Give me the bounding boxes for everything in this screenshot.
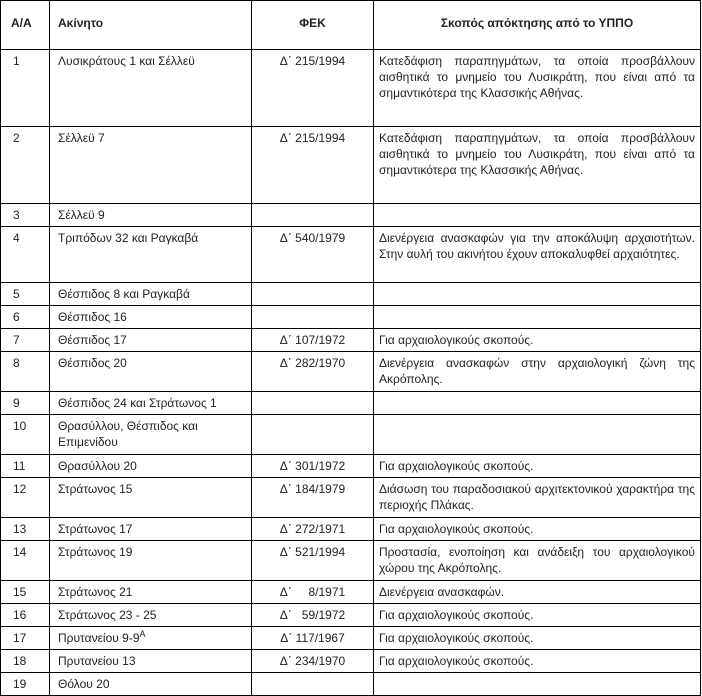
cell-property: Πρυτανείου 13 [50, 650, 252, 673]
cell-purpose: Κατεδάφιση παραπηγμάτων, τα οποία προσβάλλουν αισθητικά το μνημείο του Λυσικράτη, που είναι από τα σημαντικότερα της Κλασσικής Αθήνας. [374, 127, 701, 204]
cell-aa: 6 [1, 306, 50, 329]
header-purpose: Σκοπός απόκτησης από το ΥΠΠΟ [374, 1, 701, 50]
cell-aa: 17 [1, 627, 50, 650]
cell-purpose [374, 415, 701, 455]
cell-aa: 3 [1, 204, 50, 227]
cell-purpose [374, 204, 701, 227]
table-row [1, 627, 701, 650]
cell-property: Στράτωνος 21 [50, 581, 252, 604]
table-row [1, 581, 701, 604]
cell-property: Λυσικράτους 1 και Σέλλεϋ [50, 50, 252, 127]
cell-fek [252, 673, 374, 696]
cell-aa: 2 [1, 127, 50, 204]
cell-property: Σέλλεϋ 7 [50, 127, 252, 204]
table-row [1, 478, 701, 518]
cell-purpose: Για αρχαιολογικούς σκοπούς. [374, 329, 701, 352]
cell-aa: 18 [1, 650, 50, 673]
cell-aa: 5 [1, 283, 50, 306]
cell-fek: Δ΄ 107/1972 [252, 329, 374, 352]
cell-fek [252, 204, 374, 227]
cell-purpose: Για αρχαιολογικούς σκοπούς. [374, 455, 701, 478]
table-row [1, 352, 701, 392]
table-row [1, 329, 701, 352]
cell-purpose: Προστασία, ενοποίηση και ανάδειξη του αρχαιολογικού χώρου της Ακρόπολης. [374, 541, 701, 581]
cell-fek: Δ΄ 184/1979 [252, 478, 374, 518]
header-fek: ΦΕΚ [252, 1, 374, 50]
table-row [1, 415, 701, 455]
table-row [1, 518, 701, 541]
table-row [1, 541, 701, 581]
table-row [1, 50, 701, 127]
cell-fek: Δ΄ 272/1971 [252, 518, 374, 541]
cell-property: Στράτωνος 15 [50, 478, 252, 518]
cell-aa: 14 [1, 541, 50, 581]
cell-property: Θέσπιδος 17 [50, 329, 252, 352]
cell-aa: 12 [1, 478, 50, 518]
cell-property: Θόλου 20 [50, 673, 252, 696]
cell-fek: Δ΄ 301/1972 [252, 455, 374, 478]
cell-aa: 1 [1, 50, 50, 127]
cell-fek: Δ΄ 234/1970 [252, 650, 374, 673]
cell-fek [252, 415, 374, 455]
cell-aa: 7 [1, 329, 50, 352]
table-row [1, 650, 701, 673]
cell-purpose: Κατεδάφιση παραπηγμάτων, τα οποία προσβάλλουν αισθητικά το μνημείο του Λυσικράτη, που είναι από τα σημαντικότερα της Κλασσικής Αθήνας. [374, 50, 701, 127]
table-row [1, 127, 701, 204]
header-aa: Α/Α [1, 1, 50, 50]
cell-aa: 9 [1, 392, 50, 415]
table-row [1, 392, 701, 415]
cell-aa: 15 [1, 581, 50, 604]
cell-fek: Δ΄ 282/1970 [252, 352, 374, 392]
cell-purpose [374, 306, 701, 329]
table-row [1, 227, 701, 283]
cell-property: Θέσπιδος 8 και Ραγκαβά [50, 283, 252, 306]
cell-property: Θέσπιδος 16 [50, 306, 252, 329]
cell-property: Θέσπιδος 20 [50, 352, 252, 392]
cell-purpose [374, 392, 701, 415]
cell-aa: 10 [1, 415, 50, 455]
cell-aa: 13 [1, 518, 50, 541]
cell-property-text: Πρυτανείου 9-9 [58, 631, 140, 645]
cell-purpose: Διάσωση του παραδοσιακού αρχιτεκτονικού χαρακτήρα της περιοχής Πλάκας. [374, 478, 701, 518]
cell-purpose: Για αρχαιολογικούς σκοπούς. [374, 518, 701, 541]
cell-fek: Δ΄ 521/1994 [252, 541, 374, 581]
superscript-mark: Α [139, 629, 146, 639]
cell-fek: Δ΄ 215/1994 [252, 50, 374, 127]
cell-purpose: Διενέργεια ανασκαφών για την αποκάλυψη αρχαιοτήτων. Στην αυλή του ακινήτου έχουν αποκαλυφθεί αρχαιότητες. [374, 227, 701, 283]
cell-property: Θέσπιδος 24 και Στράτωνος 1 [50, 392, 252, 415]
cell-purpose: Διενέργεια ανασκαφών. [374, 581, 701, 604]
cell-property: Στράτωνος 19 [50, 541, 252, 581]
cell-purpose: Διενέργεια ανασκαφών στην αρχαιολογική ζώνη της Ακρόπολης. [374, 352, 701, 392]
table-row [1, 673, 701, 696]
cell-fek: Δ΄ 215/1994 [252, 127, 374, 204]
table-row [1, 283, 701, 306]
table-row [1, 604, 701, 627]
cell-property [50, 627, 252, 650]
cell-aa: 8 [1, 352, 50, 392]
cell-fek: Δ΄ 59/1972 [252, 604, 374, 627]
cell-fek: Δ΄ 117/1967 [252, 627, 374, 650]
cell-aa: 4 [1, 227, 50, 283]
cell-property: Σέλλεϋ 9 [50, 204, 252, 227]
cell-aa: 16 [1, 604, 50, 627]
cell-purpose: Για αρχαιολογικούς σκοπούς. [374, 604, 701, 627]
cell-aa: 11 [1, 455, 50, 478]
header-row [1, 1, 701, 50]
cell-property: Θρασύλλου, Θέσπιδος και Επιμενίδου [50, 415, 252, 455]
cell-property: Θρασύλλου 20 [50, 455, 252, 478]
cell-property: Στράτωνος 17 [50, 518, 252, 541]
cell-fek: Δ΄ 540/1979 [252, 227, 374, 283]
cell-property: Τριπόδων 32 και Ραγκαβά [50, 227, 252, 283]
cell-fek [252, 392, 374, 415]
cell-fek [252, 306, 374, 329]
header-property: Ακίνητο [50, 1, 252, 50]
table-row [1, 306, 701, 329]
cell-aa: 19 [1, 673, 50, 696]
cell-fek [252, 283, 374, 306]
cell-property: Στράτωνος 23 - 25 [50, 604, 252, 627]
cell-purpose [374, 673, 701, 696]
cell-purpose: Για αρχαιολογικούς σκοπούς. [374, 650, 701, 673]
cell-fek: Δ΄ 8/1971 [252, 581, 374, 604]
cell-purpose: Για αρχαιολογικούς σκοπούς. [374, 627, 701, 650]
table-row [1, 455, 701, 478]
table-row [1, 204, 701, 227]
cell-purpose [374, 283, 701, 306]
